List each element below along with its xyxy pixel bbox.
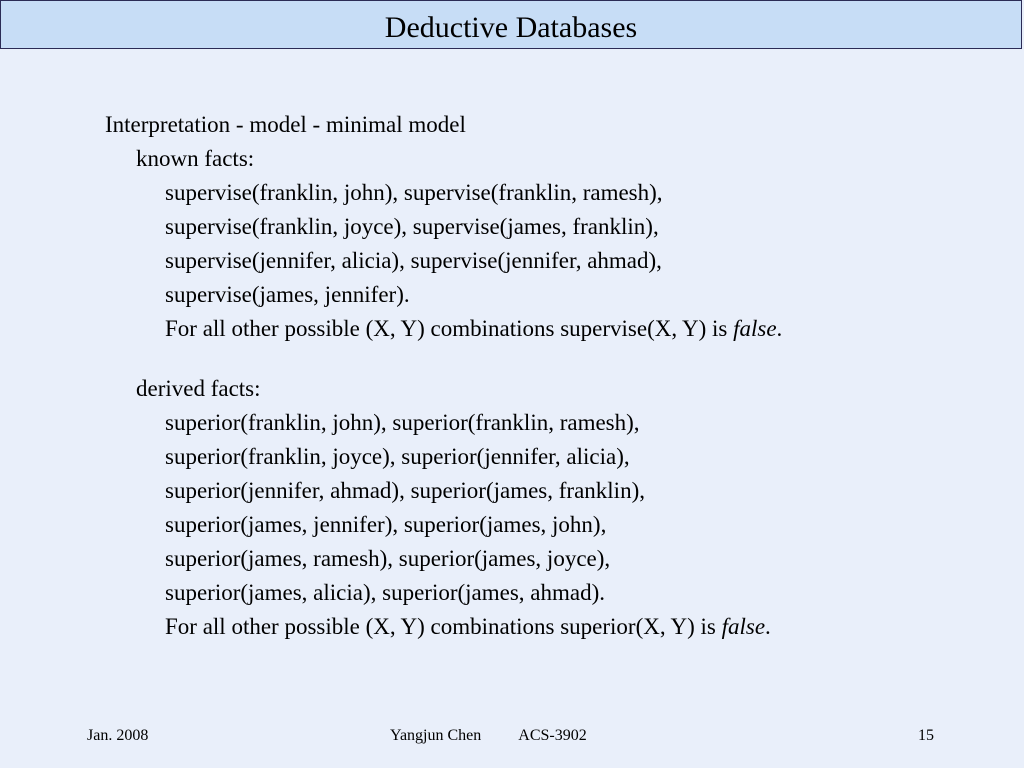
footer-date: Jan. 2008 <box>87 727 149 744</box>
slide-body <box>105 108 1005 644</box>
false-keyword: false <box>721 614 766 639</box>
derived-fact-line: superior(franklin, john), superior(franklin, ramesh), <box>165 410 640 435</box>
footer-page-number: 15 <box>918 727 934 744</box>
known-fact-line: supervise(franklin, joyce), supervise(james, franklin), <box>165 214 659 239</box>
footer-author-course <box>390 726 587 746</box>
derived-fact-line: superior(franklin, joyce), superior(jennifer, alicia), <box>165 444 630 469</box>
closing-period: . <box>765 614 771 639</box>
slide-title: Deductive Databases <box>384 11 638 44</box>
derived-facts-label: derived facts: <box>136 376 261 401</box>
derived-fact-line: superior(james, alicia), superior(james, ahmad). <box>165 580 606 605</box>
closing-text: For all other possible (X, Y) combinations supervise(X, Y) is <box>165 316 734 341</box>
derived-fact-line: superior(jennifer, ahmad), superior(james, franklin), <box>165 478 645 503</box>
known-fact-line: supervise(james, jennifer). <box>165 282 410 307</box>
known-fact-line: supervise(jennifer, alicia), supervise(jennifer, ahmad), <box>165 248 662 273</box>
heading: Interpretation - model - minimal model <box>105 112 466 137</box>
title-bar <box>0 0 1022 49</box>
derived-fact-line: superior(james, ramesh), superior(james, joyce), <box>165 546 611 571</box>
derived-fact-line: superior(james, jennifer), superior(james, john), <box>165 512 607 537</box>
section-gap <box>105 346 1005 372</box>
false-keyword: false <box>733 316 777 341</box>
known-facts-label: known facts: <box>136 146 255 171</box>
footer-course: ACS-3902 <box>518 727 587 744</box>
closing-text: For all other possible (X, Y) combinations superior(X, Y) is <box>165 614 722 639</box>
closing-period: . <box>776 316 783 341</box>
known-facts-closing <box>105 312 1005 346</box>
footer-author: Yangjun Chen <box>390 727 482 744</box>
derived-facts-closing <box>105 610 1005 644</box>
known-fact-line: supervise(franklin, john), supervise(franklin, ramesh), <box>165 180 663 205</box>
